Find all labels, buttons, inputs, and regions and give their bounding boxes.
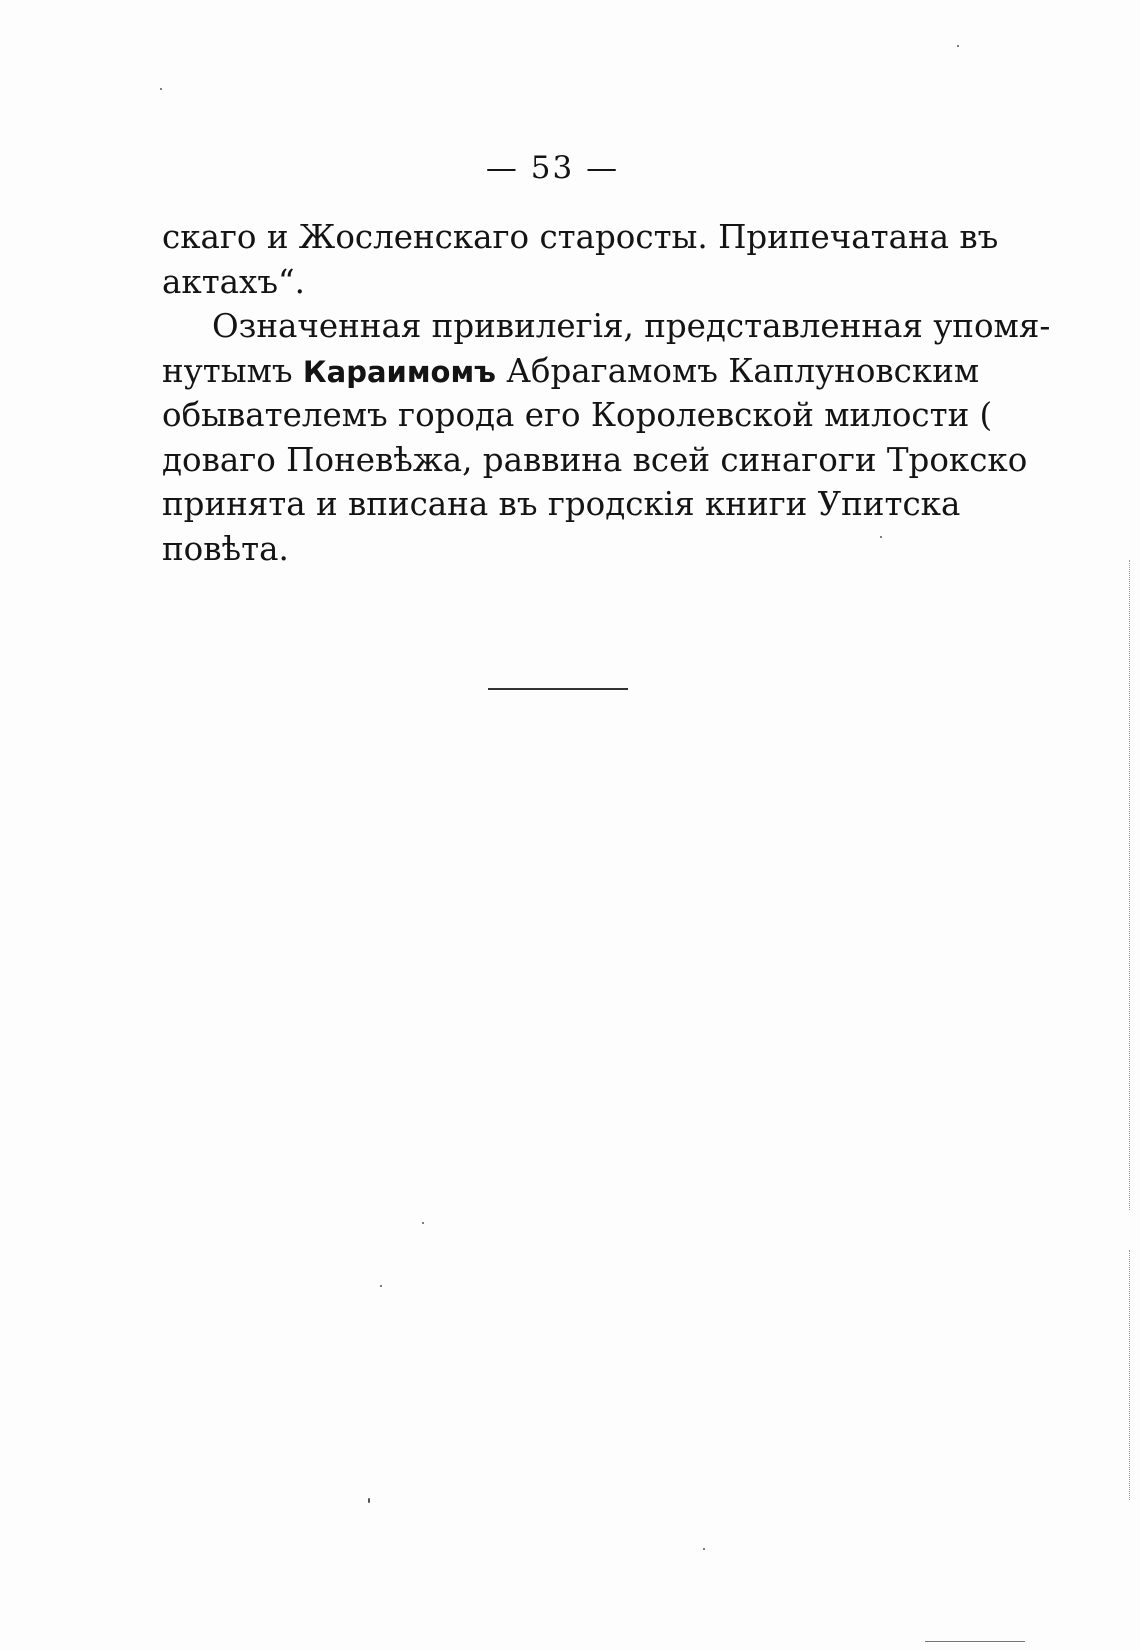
text-line: принята и вписана въ гродскія книги Упитска — [162, 485, 961, 523]
text-line: актахъ“. — [162, 262, 305, 301]
text-run: Абрагамомъ Каплуновским — [495, 351, 980, 390]
scan-speck — [380, 1285, 382, 1287]
text-line: обывателемъ города его Королевской милости ( — [162, 396, 993, 434]
scan-speck — [422, 1222, 424, 1224]
text-line: доваго Поневѣжа, раввина всей синагоги Трокско — [162, 440, 1028, 479]
scan-edge-rule — [925, 1641, 1025, 1642]
scan-speck — [957, 45, 959, 47]
text-line — [162, 349, 980, 394]
page-number: — 53 — — [485, 150, 620, 186]
scan-speck — [703, 1548, 705, 1550]
page-edge-shadow — [1129, 1250, 1130, 1500]
text-line: Означенная привилегія, представленная упомя- — [212, 307, 1051, 345]
page-edge-shadow — [1129, 560, 1130, 1210]
scan-speck — [880, 536, 882, 538]
text-run: нутымъ — [162, 351, 303, 390]
body-text — [162, 215, 1051, 571]
text-line: скаго и Жосленскаго старосты. Припечатана въ — [162, 218, 999, 256]
text-line: повѣта. — [162, 529, 289, 568]
section-end-rule — [488, 688, 628, 690]
scan-speck — [160, 88, 162, 90]
scan-speck — [368, 1498, 370, 1503]
emphasized-name: Караимомъ — [302, 354, 496, 389]
